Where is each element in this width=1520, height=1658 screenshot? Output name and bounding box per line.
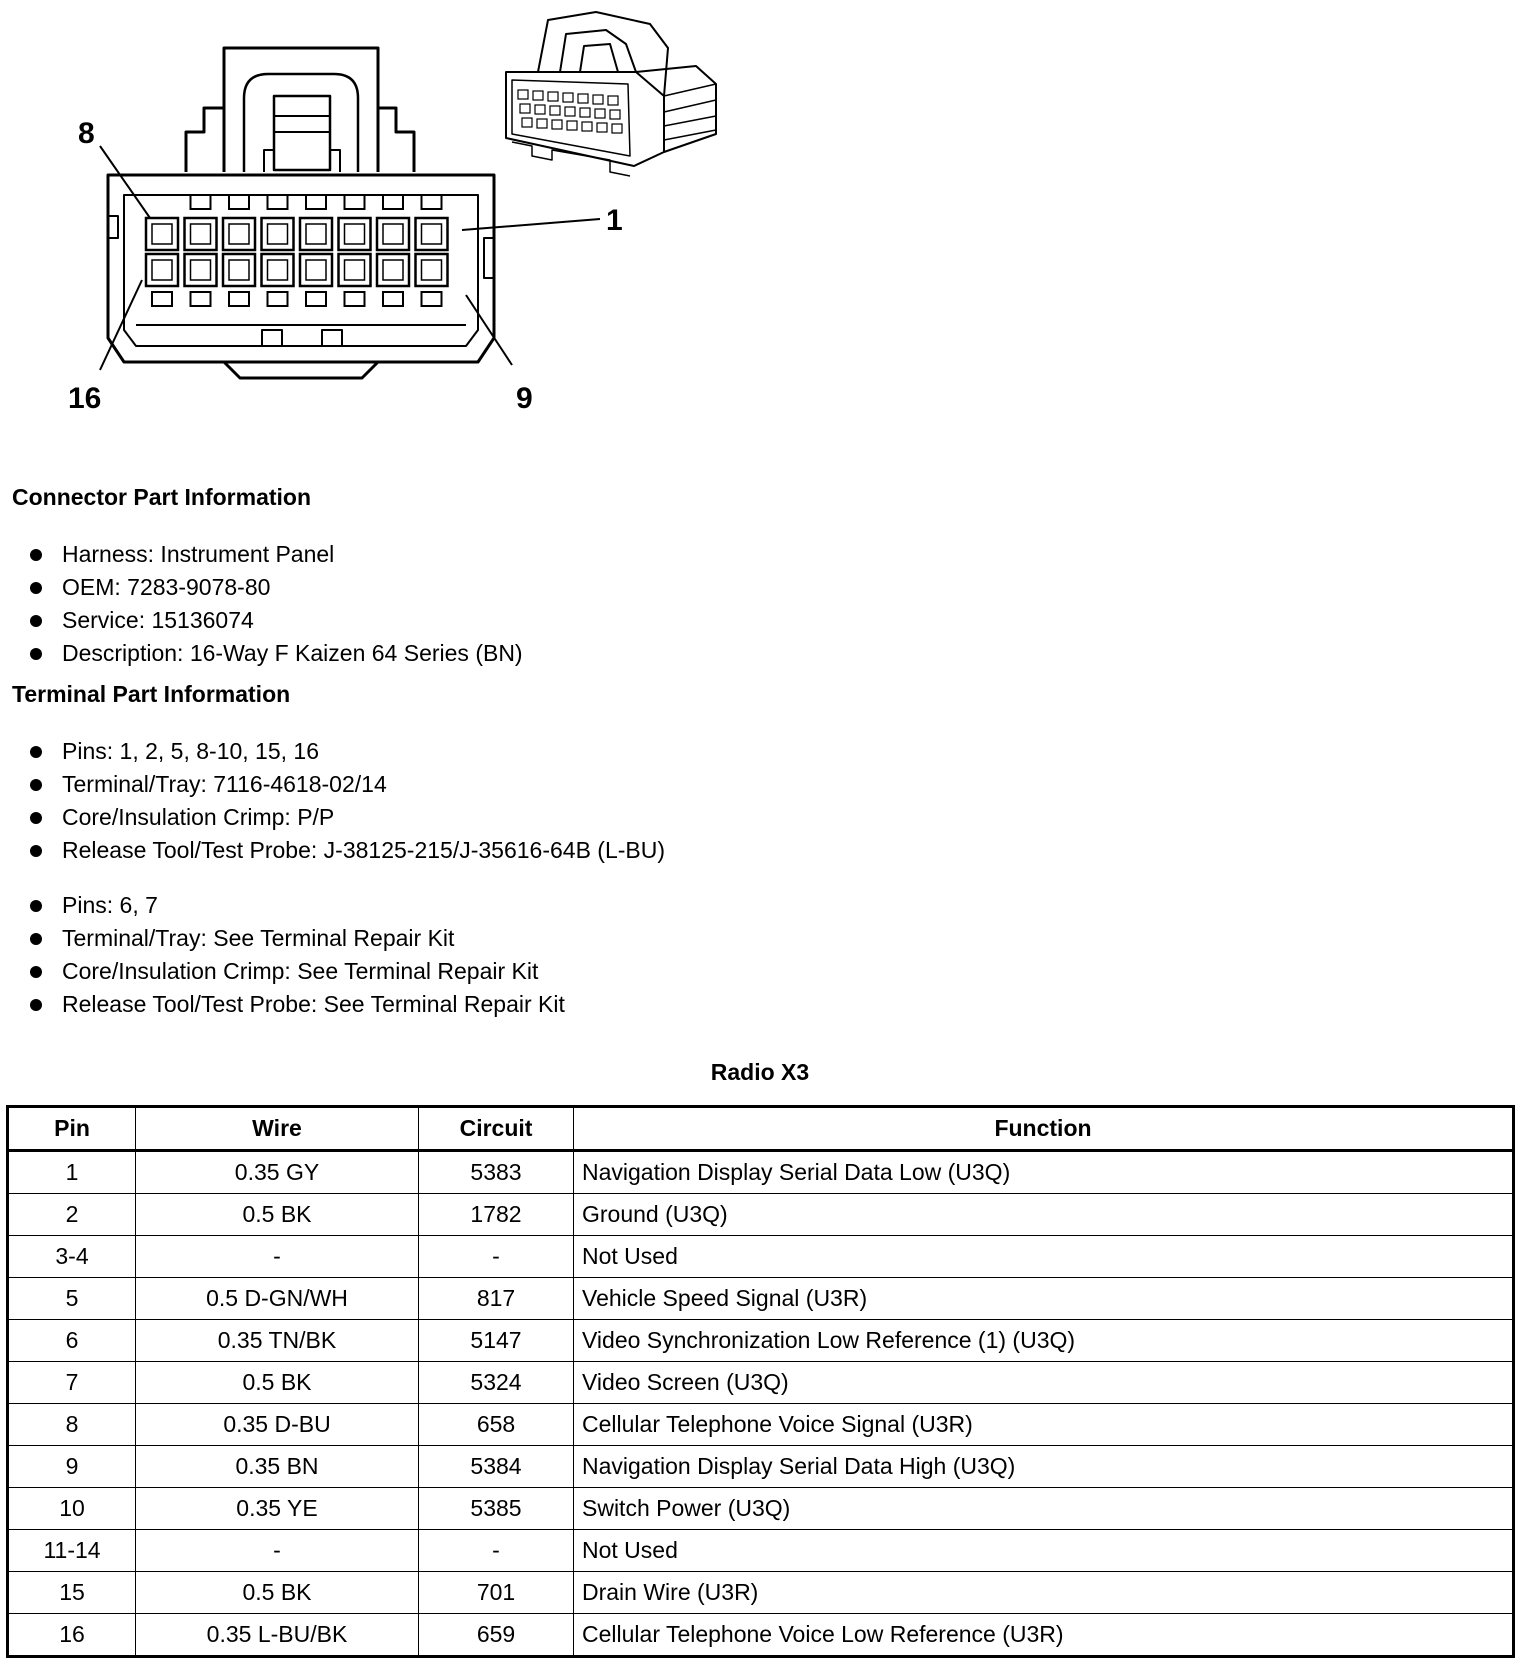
cell-circuit: 701: [419, 1572, 574, 1614]
connector-info-heading: Connector Part Information: [12, 484, 312, 510]
terminal-info-list-1: [28, 735, 665, 867]
cell-function: Cellular Telephone Voice Signal (U3R): [574, 1404, 1514, 1446]
pin-cavity: [223, 218, 255, 250]
pin-cavity: [185, 218, 217, 250]
list-item: Description: 16-Way F Kaizen 64 Series (BN): [28, 637, 523, 670]
pin-cavity: [146, 218, 178, 250]
cell-circuit: 5147: [419, 1320, 574, 1362]
cell-circuit: 5385: [419, 1488, 574, 1530]
table-row: [8, 1278, 1514, 1320]
pin-cavity: [191, 292, 211, 306]
connector-diagram: [0, 0, 760, 420]
cell-wire: -: [136, 1236, 419, 1278]
cell-wire: 0.5 BK: [136, 1194, 419, 1236]
list-item: Terminal/Tray: 7116-4618-02/14: [28, 768, 665, 801]
table-row: [8, 1572, 1514, 1614]
pin-cavity: [345, 224, 365, 244]
list-item: Release Tool/Test Probe: J-38125-215/J-35616-64B (L-BU): [28, 834, 665, 867]
pin-cavity: [229, 195, 249, 209]
pin-cavity: [383, 292, 403, 306]
pin-cavity: [416, 254, 448, 286]
list-item: Terminal/Tray: See Terminal Repair Kit: [28, 922, 565, 955]
pin-cavity: [422, 260, 442, 280]
list-item: Pins: 1, 2, 5, 8-10, 15, 16: [28, 735, 665, 768]
table-row: [8, 1151, 1514, 1194]
cell-pin: 15: [8, 1572, 136, 1614]
table-header-row: [8, 1107, 1514, 1151]
pin-cavity: [422, 224, 442, 244]
table-row: [8, 1194, 1514, 1236]
pin-cavity: [223, 254, 255, 286]
pin-cavity: [191, 224, 211, 244]
connector-perspective-image: [506, 12, 716, 176]
cell-function: Video Synchronization Low Reference (1) (U3Q): [574, 1320, 1514, 1362]
pin-cavity: [191, 195, 211, 209]
table-row: [8, 1320, 1514, 1362]
cell-pin: 7: [8, 1362, 136, 1404]
cell-wire: 0.35 YE: [136, 1488, 419, 1530]
pin-cavity: [262, 218, 294, 250]
pin-label-16: 16: [68, 382, 102, 415]
cell-wire: 0.35 TN/BK: [136, 1320, 419, 1362]
list-item: Harness: Instrument Panel: [28, 538, 523, 571]
list-item: Release Tool/Test Probe: See Terminal Repair Kit: [28, 988, 565, 1021]
column-header-wire: Wire: [136, 1107, 419, 1151]
cell-circuit: 5383: [419, 1151, 574, 1194]
cell-function: Not Used: [574, 1530, 1514, 1572]
cell-circuit: -: [419, 1236, 574, 1278]
cell-pin: 10: [8, 1488, 136, 1530]
table-row: [8, 1404, 1514, 1446]
list-item: Core/Insulation Crimp: P/P: [28, 801, 665, 834]
cell-circuit: 5384: [419, 1446, 574, 1488]
cell-circuit: 659: [419, 1614, 574, 1657]
table-title: Radio X3: [710, 1059, 810, 1085]
pin-cavity: [345, 195, 365, 209]
table-row: [8, 1236, 1514, 1278]
column-header-function: Function: [574, 1107, 1514, 1151]
cell-pin: 8: [8, 1404, 136, 1446]
connector-latch: [224, 48, 378, 172]
table-row: [8, 1614, 1514, 1657]
cell-circuit: -: [419, 1530, 574, 1572]
pin-cavity: [339, 254, 371, 286]
cell-pin: 5: [8, 1278, 136, 1320]
cell-pin: 11-14: [8, 1530, 136, 1572]
pin-label-1: 1: [606, 204, 623, 237]
pin-label-8: 8: [78, 117, 95, 150]
terminal-info-heading: Terminal Part Information: [12, 681, 291, 707]
pin-cavity: [268, 224, 288, 244]
cell-circuit: 1782: [419, 1194, 574, 1236]
cell-function: Cellular Telephone Voice Low Reference (U3R): [574, 1614, 1514, 1657]
cell-pin: 3-4: [8, 1236, 136, 1278]
pin-cavity: [152, 292, 172, 306]
pin-cavity: [339, 218, 371, 250]
cell-pin: 16: [8, 1614, 136, 1657]
cell-wire: -: [136, 1530, 419, 1572]
cell-function: Navigation Display Serial Data Low (U3Q): [574, 1151, 1514, 1194]
pin-cavity: [383, 195, 403, 209]
pin-cavity: [345, 260, 365, 280]
cell-function: Not Used: [574, 1236, 1514, 1278]
pin-cavity: [300, 218, 332, 250]
list-item: Core/Insulation Crimp: See Terminal Repair Kit: [28, 955, 565, 988]
pin-label-9: 9: [516, 382, 533, 415]
pin-cavity: [262, 254, 294, 286]
pin-cavity: [229, 224, 249, 244]
pin-cavity: [416, 218, 448, 250]
cell-function: Navigation Display Serial Data High (U3Q): [574, 1446, 1514, 1488]
pin-cavity: [377, 254, 409, 286]
pin-cavity: [306, 260, 326, 280]
cell-wire: 0.35 GY: [136, 1151, 419, 1194]
cell-function: Switch Power (U3Q): [574, 1488, 1514, 1530]
pin-cavity: [146, 254, 178, 286]
pin-cavity: [268, 292, 288, 306]
cell-function: Vehicle Speed Signal (U3R): [574, 1278, 1514, 1320]
pin-cavity: [152, 224, 172, 244]
pin-cavity: [345, 292, 365, 306]
cell-pin: 2: [8, 1194, 136, 1236]
column-header-circuit: Circuit: [419, 1107, 574, 1151]
cell-wire: 0.5 D-GN/WH: [136, 1278, 419, 1320]
cell-pin: 9: [8, 1446, 136, 1488]
cell-wire: 0.35 D-BU: [136, 1404, 419, 1446]
table-row: [8, 1530, 1514, 1572]
list-item: Service: 15136074: [28, 604, 523, 637]
pin-cavity: [268, 195, 288, 209]
cell-function: Video Screen (U3Q): [574, 1362, 1514, 1404]
pin-cavity: [191, 260, 211, 280]
cell-wire: 0.5 BK: [136, 1362, 419, 1404]
terminal-info-list-2: [28, 889, 565, 1021]
cell-circuit: 5324: [419, 1362, 574, 1404]
pin-cavity: [422, 292, 442, 306]
pin-cavity: [377, 218, 409, 250]
table-row: [8, 1446, 1514, 1488]
pin-cavity: [300, 254, 332, 286]
pin-cavity: [383, 224, 403, 244]
cell-circuit: 817: [419, 1278, 574, 1320]
pin-cavities: [146, 195, 448, 306]
column-header-pin: Pin: [8, 1107, 136, 1151]
table-row: [8, 1362, 1514, 1404]
pin-cavity: [229, 260, 249, 280]
cell-function: Drain Wire (U3R): [574, 1572, 1514, 1614]
cell-circuit: 658: [419, 1404, 574, 1446]
pin-cavity: [306, 292, 326, 306]
pinout-table: [6, 1105, 1515, 1658]
cell-wire: 0.35 BN: [136, 1446, 419, 1488]
cell-wire: 0.5 BK: [136, 1572, 419, 1614]
pin-cavity: [152, 260, 172, 280]
cell-wire: 0.35 L-BU/BK: [136, 1614, 419, 1657]
pin-cavity: [306, 224, 326, 244]
pin-cavity: [185, 254, 217, 286]
pin-cavity: [268, 260, 288, 280]
cell-pin: 1: [8, 1151, 136, 1194]
cell-pin: 6: [8, 1320, 136, 1362]
pin-cavity: [422, 195, 442, 209]
list-item: OEM: 7283-9078-80: [28, 571, 523, 604]
pin-cavity: [306, 195, 326, 209]
connector-info-list: [28, 538, 523, 670]
list-item: Pins: 6, 7: [28, 889, 565, 922]
pin-cavity: [383, 260, 403, 280]
cell-function: Ground (U3Q): [574, 1194, 1514, 1236]
pin-cavity: [229, 292, 249, 306]
table-row: [8, 1488, 1514, 1530]
